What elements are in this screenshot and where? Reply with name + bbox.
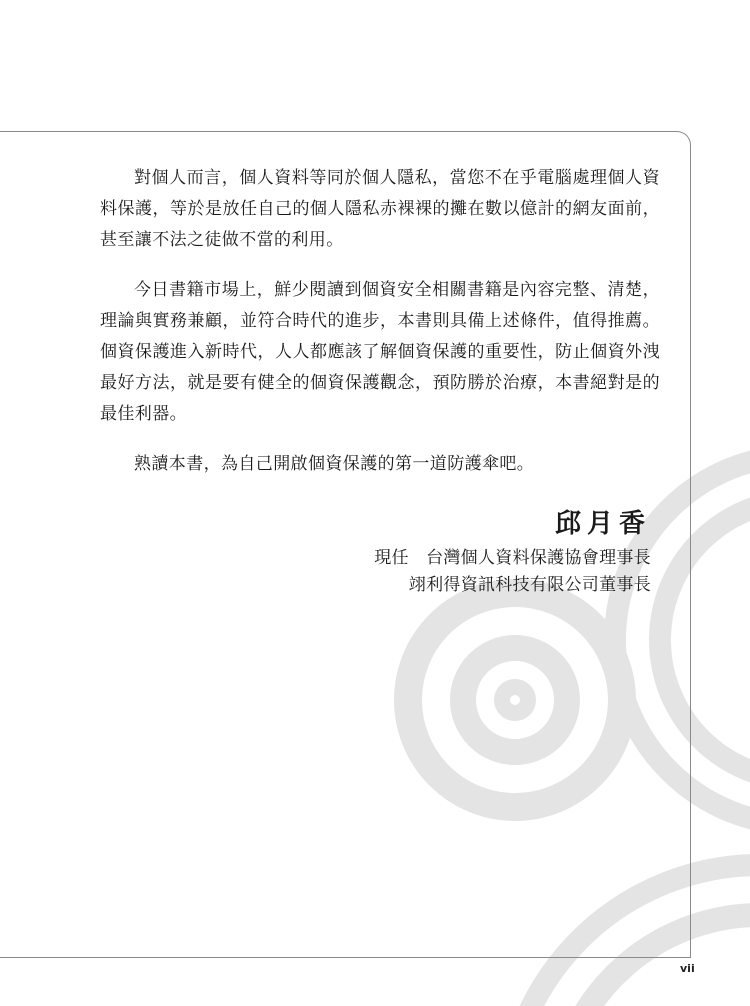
author-title-1: 現任 台灣個人資料保護協會理事長 xyxy=(374,548,651,568)
author-title-2: 翊利得資訊科技有限公司董事長 xyxy=(408,575,651,595)
author-name: 邱月香 xyxy=(554,509,651,539)
paragraph-1: 對個人而言，個人資料等同於個人隱私，當您不在乎電腦處理個人資料保護，等於是放任自己的個人隱私赤裸裸的攤在數以億計的網友面前，甚至讓不法之徒做不當的利用。 xyxy=(100,168,660,250)
paragraph-2: 今日書籍市場上，鮮少閱讀到個資安全相關書籍是內容完整、清楚，理論與實務兼顧，並符合時代的進步，本書則具備上述條件，值得推薦。個資保護進入新時代，人人都應該了解個資保護的重要性，防止個資外洩最好方法，就是要有健全的個資保護觀念，預防勝於治療，本書絕對是的最佳利器。 xyxy=(100,280,660,424)
body-text xyxy=(100,163,660,499)
page-number: vii xyxy=(680,962,695,975)
paragraph-3: 熟讀本書，為自己開啟個資保護的第一道防護傘吧。 xyxy=(134,454,535,474)
signature-block xyxy=(330,505,651,599)
